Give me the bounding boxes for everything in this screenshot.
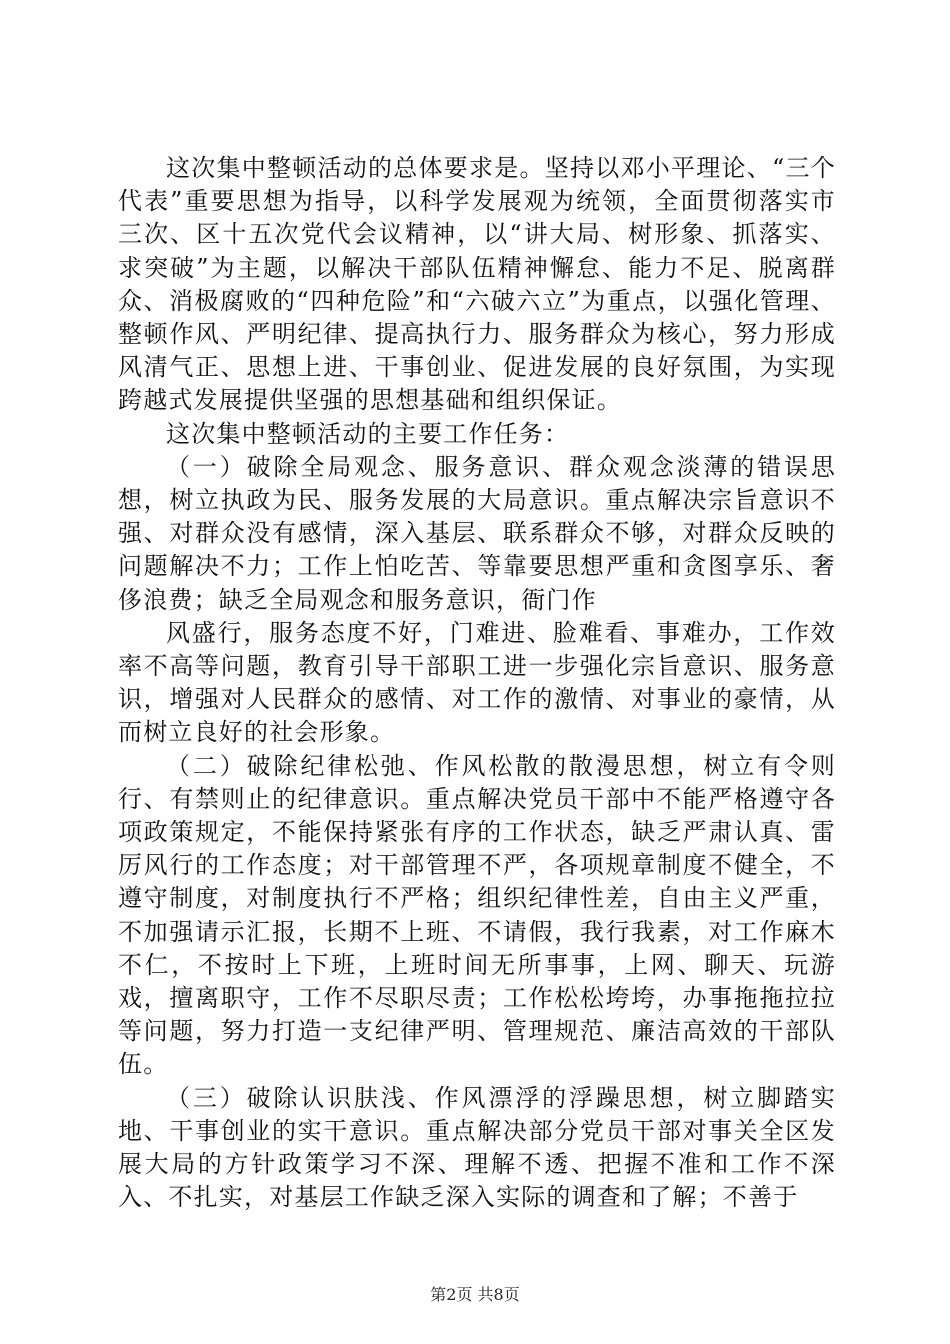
paragraph-task-one-continued: 风盛行，服务态度不好，门难进、脸难看、事难办，工作效率不高等问题，教育引导干部职工进一步强化宗旨意识、服务意识，增强对人民群众的感情、对工作的激情、对事业的豪情，从而树立良好的社会形象。 [118,618,836,747]
paragraph-task-three: （三）破除认识肤浅、作风漂浮的浮躁思想，树立脚踏实地、干事创业的实干意识。重点解决部分党员干部对事关全区发展大局的方针政策学习不深、理解不透、把握不准和工作不深入、不扎实，对基层工作缺乏深入实际的调查和了解；不善于 [118,1083,836,1212]
page-footer [0,1282,950,1305]
page-number: 第2页 共8页 [430,1285,520,1304]
document-body [118,152,836,1215]
paragraph-task-one: （一）破除全局观念、服务意识、群众观念淡薄的错误思想，树立执政为民、服务发展的大局意识。重点解决宗旨意识不强、对群众没有感情，深入基层、联系群众不够，对群众反映的问题解决不力；工作上怕吃苦、等靠要思想严重和贪图享乐、奢侈浪费；缺乏全局观念和服务意识，衙门作 [118,452,836,614]
paragraph-general-requirements: 这次集中整顿活动的总体要求是。坚持以邓小平理论、“三个代表”重要思想为指导，以科学发展观为统领，全面贯彻落实市三次、区十五次党代会议精神，以“讲大局、树形象、抓落实、求突破”为主题，以解决干部队伍精神懈怠、能力不足、脱离群众、消极腐败的“四种危险”和“六破六立”为重点，以强化管理、整顿作风、严明纪律、提高执行力、服务群众为核心，努力形成风清气正、思想上进、干事创业、促进发展的良好氛围，为实现跨越式发展提供坚强的思想基础和组织保证。 [118,154,836,415]
paragraph-main-tasks-heading: 这次集中整顿活动的主要工作任务： [166,419,570,448]
paragraph-task-two: （二）破除纪律松弛、作风松散的散漫思想，树立有令则行、有禁则止的纪律意识。重点解决党员干部中不能严格遵守各项政策规定，不能保持紧张有序的工作状态，缺乏严肃认真、雷厉风行的工作态度；对干部管理不严，各项规章制度不健全，不遵守制度，对制度执行不严格；组织纪律性差，自由主义严重，不加强请示汇报，长期不上班、不请假，我行我素，对工作麻木不仁，不按时上下班，上班时间无所事事，上网、聊天、玩游戏，擅离职守，工作不尽职尽责；工作松松垮垮，办事拖拖拉拉等问题，努力打造一支纪律严明、管理规范、廉洁高效的干部队伍。 [118,751,836,1079]
